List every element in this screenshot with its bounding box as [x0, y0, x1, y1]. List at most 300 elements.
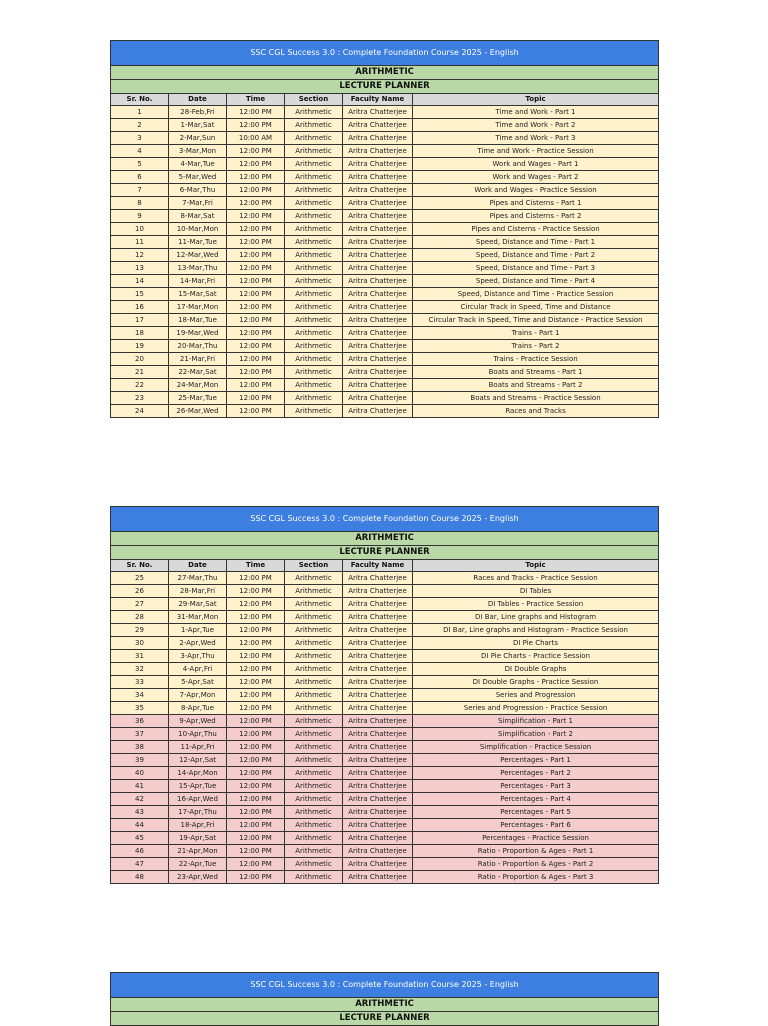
cell-section: Arithmetic — [285, 611, 343, 624]
table-row — [111, 106, 659, 119]
cell-date: 4-Apr,Fri — [169, 663, 227, 676]
cell-topic: Series and Progression — [413, 689, 659, 702]
cell-date: 5-Mar,Wed — [169, 171, 227, 184]
cell-sr-no: 39 — [111, 754, 169, 767]
column-header-date: Date — [169, 560, 227, 572]
cell-date: 25-Mar,Tue — [169, 392, 227, 405]
cell-time: 12:00 PM — [227, 106, 285, 119]
cell-time: 10:00 AM — [227, 132, 285, 145]
cell-section: Arithmetic — [285, 275, 343, 288]
cell-sr-no: 20 — [111, 353, 169, 366]
cell-sr-no: 35 — [111, 702, 169, 715]
cell-sr-no: 1 — [111, 106, 169, 119]
cell-time: 12:00 PM — [227, 702, 285, 715]
cell-topic: Trains - Part 1 — [413, 327, 659, 340]
table-row — [111, 728, 659, 741]
cell-time: 12:00 PM — [227, 288, 285, 301]
lecture-planner-table-1 — [110, 40, 658, 418]
cell-sr-no: 36 — [111, 715, 169, 728]
cell-date: 3-Mar,Mon — [169, 145, 227, 158]
cell-faculty-name: Aritra Chatterjee — [343, 572, 413, 585]
cell-time: 12:00 PM — [227, 819, 285, 832]
table-row — [111, 858, 659, 871]
cell-date: 18-Apr,Fri — [169, 819, 227, 832]
cell-time: 12:00 PM — [227, 197, 285, 210]
cell-topic: Boats and Streams - Part 2 — [413, 379, 659, 392]
cell-section: Arithmetic — [285, 106, 343, 119]
cell-topic: Work and Wages - Part 2 — [413, 171, 659, 184]
cell-date: 8-Apr,Tue — [169, 702, 227, 715]
cell-faculty-name: Aritra Chatterjee — [343, 353, 413, 366]
cell-section: Arithmetic — [285, 314, 343, 327]
cell-topic: Speed, Distance and Time - Part 3 — [413, 262, 659, 275]
table-row — [111, 832, 659, 845]
cell-time: 12:00 PM — [227, 689, 285, 702]
cell-section: Arithmetic — [285, 676, 343, 689]
cell-time: 12:00 PM — [227, 236, 285, 249]
cell-sr-no: 24 — [111, 405, 169, 418]
table-row — [111, 145, 659, 158]
cell-sr-no: 9 — [111, 210, 169, 223]
table-row — [111, 158, 659, 171]
cell-time: 12:00 PM — [227, 572, 285, 585]
table-row — [111, 689, 659, 702]
cell-topic: DI Tables - Practice Session — [413, 598, 659, 611]
planner-label: LECTURE PLANNER — [111, 1012, 659, 1026]
cell-topic: Ratio - Proportion & Ages - Part 3 — [413, 871, 659, 884]
cell-faculty-name: Aritra Chatterjee — [343, 236, 413, 249]
cell-topic: Percentages - Part 1 — [413, 754, 659, 767]
subject-heading: ARITHMETIC — [111, 532, 659, 546]
cell-section: Arithmetic — [285, 366, 343, 379]
cell-topic: Boats and Streams - Part 1 — [413, 366, 659, 379]
planner-rows — [111, 572, 659, 884]
table-row — [111, 780, 659, 793]
cell-date: 7-Mar,Fri — [169, 197, 227, 210]
table-row — [111, 637, 659, 650]
cell-time: 12:00 PM — [227, 249, 285, 262]
cell-topic: Time and Work - Part 1 — [413, 106, 659, 119]
cell-time: 12:00 PM — [227, 637, 285, 650]
cell-section: Arithmetic — [285, 624, 343, 637]
cell-date: 29-Mar,Sat — [169, 598, 227, 611]
cell-faculty-name: Aritra Chatterjee — [343, 405, 413, 418]
cell-sr-no: 46 — [111, 845, 169, 858]
cell-time: 12:00 PM — [227, 793, 285, 806]
cell-time: 12:00 PM — [227, 728, 285, 741]
table-row — [111, 572, 659, 585]
cell-faculty-name: Aritra Chatterjee — [343, 728, 413, 741]
table-row — [111, 210, 659, 223]
cell-date: 22-Apr,Tue — [169, 858, 227, 871]
cell-sr-no: 11 — [111, 236, 169, 249]
cell-topic: Simplification - Part 1 — [413, 715, 659, 728]
table-row — [111, 585, 659, 598]
cell-section: Arithmetic — [285, 171, 343, 184]
cell-time: 12:00 PM — [227, 366, 285, 379]
cell-faculty-name: Aritra Chatterjee — [343, 301, 413, 314]
table-row — [111, 379, 659, 392]
table-row — [111, 741, 659, 754]
cell-date: 12-Mar,Wed — [169, 249, 227, 262]
cell-time: 12:00 PM — [227, 301, 285, 314]
cell-section: Arithmetic — [285, 858, 343, 871]
cell-faculty-name: Aritra Chatterjee — [343, 275, 413, 288]
cell-date: 10-Apr,Thu — [169, 728, 227, 741]
cell-topic: Time and Work - Part 2 — [413, 119, 659, 132]
table-row — [111, 262, 659, 275]
table-row — [111, 184, 659, 197]
cell-topic: Ratio - Proportion & Ages - Part 1 — [413, 845, 659, 858]
cell-section: Arithmetic — [285, 832, 343, 845]
table-row — [111, 624, 659, 637]
cell-sr-no: 18 — [111, 327, 169, 340]
table-row — [111, 611, 659, 624]
cell-topic: DI Bar, Line graphs and Histogram — [413, 611, 659, 624]
cell-time: 12:00 PM — [227, 806, 285, 819]
cell-faculty-name: Aritra Chatterjee — [343, 780, 413, 793]
cell-sr-no: 44 — [111, 819, 169, 832]
cell-topic: Pipes and Cisterns - Part 2 — [413, 210, 659, 223]
cell-topic: Percentages - Part 5 — [413, 806, 659, 819]
cell-date: 3-Apr,Thu — [169, 650, 227, 663]
cell-section: Arithmetic — [285, 132, 343, 145]
cell-topic: DI Double Graphs — [413, 663, 659, 676]
cell-section: Arithmetic — [285, 741, 343, 754]
cell-faculty-name: Aritra Chatterjee — [343, 611, 413, 624]
column-header-time: Time — [227, 560, 285, 572]
cell-topic: Work and Wages - Practice Session — [413, 184, 659, 197]
cell-time: 12:00 PM — [227, 275, 285, 288]
cell-time: 12:00 PM — [227, 676, 285, 689]
cell-date: 7-Apr,Mon — [169, 689, 227, 702]
cell-sr-no: 38 — [111, 741, 169, 754]
cell-time: 12:00 PM — [227, 624, 285, 637]
cell-time: 12:00 PM — [227, 858, 285, 871]
cell-topic: Percentages - Part 6 — [413, 819, 659, 832]
cell-time: 12:00 PM — [227, 598, 285, 611]
cell-faculty-name: Aritra Chatterjee — [343, 145, 413, 158]
cell-date: 20-Mar,Thu — [169, 340, 227, 353]
cell-topic: Time and Work - Practice Session — [413, 145, 659, 158]
table-row — [111, 754, 659, 767]
cell-faculty-name: Aritra Chatterjee — [343, 650, 413, 663]
table-row — [111, 392, 659, 405]
cell-sr-no: 10 — [111, 223, 169, 236]
cell-faculty-name: Aritra Chatterjee — [343, 340, 413, 353]
table-row — [111, 197, 659, 210]
cell-faculty-name: Aritra Chatterjee — [343, 314, 413, 327]
cell-sr-no: 28 — [111, 611, 169, 624]
cell-topic: Percentages - Part 2 — [413, 767, 659, 780]
cell-faculty-name: Aritra Chatterjee — [343, 585, 413, 598]
cell-faculty-name: Aritra Chatterjee — [343, 327, 413, 340]
cell-time: 12:00 PM — [227, 871, 285, 884]
column-header-section: Section — [285, 94, 343, 106]
table-row — [111, 340, 659, 353]
cell-faculty-name: Aritra Chatterjee — [343, 663, 413, 676]
cell-date: 15-Apr,Tue — [169, 780, 227, 793]
cell-time: 12:00 PM — [227, 210, 285, 223]
cell-section: Arithmetic — [285, 119, 343, 132]
cell-date: 28-Feb,Fri — [169, 106, 227, 119]
table-row — [111, 806, 659, 819]
cell-topic: Time and Work - Part 3 — [413, 132, 659, 145]
cell-time: 12:00 PM — [227, 585, 285, 598]
cell-sr-no: 13 — [111, 262, 169, 275]
table-row — [111, 236, 659, 249]
course-title: SSC CGL Success 3.0 : Complete Foundation Course 2025 - English — [111, 41, 659, 66]
cell-section: Arithmetic — [285, 405, 343, 418]
subject-heading: ARITHMETIC — [111, 66, 659, 80]
cell-date: 17-Apr,Thu — [169, 806, 227, 819]
cell-sr-no: 31 — [111, 650, 169, 663]
cell-faculty-name: Aritra Chatterjee — [343, 288, 413, 301]
cell-faculty-name: Aritra Chatterjee — [343, 819, 413, 832]
table-row — [111, 366, 659, 379]
table-row — [111, 171, 659, 184]
cell-section: Arithmetic — [285, 158, 343, 171]
cell-topic: Circular Track in Speed, Time and Distance — [413, 301, 659, 314]
cell-section: Arithmetic — [285, 210, 343, 223]
cell-topic: DI Tables — [413, 585, 659, 598]
cell-sr-no: 21 — [111, 366, 169, 379]
column-header-date: Date — [169, 94, 227, 106]
planner-table — [110, 972, 659, 1026]
cell-sr-no: 42 — [111, 793, 169, 806]
cell-date: 31-Mar,Mon — [169, 611, 227, 624]
planner-table — [110, 40, 659, 418]
cell-time: 12:00 PM — [227, 650, 285, 663]
table-row — [111, 275, 659, 288]
cell-sr-no: 25 — [111, 572, 169, 585]
table-row — [111, 301, 659, 314]
cell-section: Arithmetic — [285, 728, 343, 741]
cell-sr-no: 16 — [111, 301, 169, 314]
cell-topic: Speed, Distance and Time - Part 1 — [413, 236, 659, 249]
cell-section: Arithmetic — [285, 715, 343, 728]
cell-date: 21-Mar,Fri — [169, 353, 227, 366]
cell-time: 12:00 PM — [227, 845, 285, 858]
table-row — [111, 702, 659, 715]
cell-section: Arithmetic — [285, 585, 343, 598]
cell-section: Arithmetic — [285, 767, 343, 780]
cell-time: 12:00 PM — [227, 353, 285, 366]
cell-faculty-name: Aritra Chatterjee — [343, 106, 413, 119]
cell-section: Arithmetic — [285, 379, 343, 392]
cell-date: 5-Apr,Sat — [169, 676, 227, 689]
cell-topic: Pipes and Cisterns - Part 1 — [413, 197, 659, 210]
lecture-planner-table-3 — [110, 972, 658, 1026]
cell-topic: Percentages - Part 3 — [413, 780, 659, 793]
table-row — [111, 650, 659, 663]
cell-topic: Trains - Practice Session — [413, 353, 659, 366]
cell-date: 10-Mar,Mon — [169, 223, 227, 236]
cell-faculty-name: Aritra Chatterjee — [343, 689, 413, 702]
cell-sr-no: 8 — [111, 197, 169, 210]
cell-time: 12:00 PM — [227, 379, 285, 392]
cell-date: 24-Mar,Mon — [169, 379, 227, 392]
cell-time: 12:00 PM — [227, 754, 285, 767]
cell-date: 2-Mar,Sun — [169, 132, 227, 145]
cell-date: 1-Mar,Sat — [169, 119, 227, 132]
cell-section: Arithmetic — [285, 598, 343, 611]
cell-section: Arithmetic — [285, 819, 343, 832]
cell-topic: DI Pie Charts — [413, 637, 659, 650]
cell-date: 11-Apr,Fri — [169, 741, 227, 754]
column-header-sr-no: Sr. No. — [111, 94, 169, 106]
table-row — [111, 871, 659, 884]
cell-time: 12:00 PM — [227, 340, 285, 353]
cell-date: 2-Apr,Wed — [169, 637, 227, 650]
cell-sr-no: 23 — [111, 392, 169, 405]
cell-date: 4-Mar,Tue — [169, 158, 227, 171]
cell-time: 12:00 PM — [227, 171, 285, 184]
cell-date: 19-Apr,Sat — [169, 832, 227, 845]
planner-label: LECTURE PLANNER — [111, 80, 659, 94]
cell-time: 12:00 PM — [227, 780, 285, 793]
cell-faculty-name: Aritra Chatterjee — [343, 624, 413, 637]
table-row — [111, 132, 659, 145]
table-row — [111, 314, 659, 327]
cell-topic: Boats and Streams - Practice Session — [413, 392, 659, 405]
cell-date: 21-Apr,Mon — [169, 845, 227, 858]
cell-faculty-name: Aritra Chatterjee — [343, 845, 413, 858]
cell-sr-no: 48 — [111, 871, 169, 884]
cell-sr-no: 19 — [111, 340, 169, 353]
cell-section: Arithmetic — [285, 249, 343, 262]
cell-topic: Races and Tracks - Practice Session — [413, 572, 659, 585]
cell-faculty-name: Aritra Chatterjee — [343, 249, 413, 262]
column-header-faculty-name: Faculty Name — [343, 560, 413, 572]
cell-date: 14-Mar,Fri — [169, 275, 227, 288]
cell-topic: Circular Track in Speed, Time and Distance - Practice Session — [413, 314, 659, 327]
planner-rows — [111, 106, 659, 418]
cell-topic: DI Bar, Line graphs and Histogram - Practice Session — [413, 624, 659, 637]
cell-sr-no: 5 — [111, 158, 169, 171]
cell-section: Arithmetic — [285, 197, 343, 210]
cell-topic: Work and Wages - Part 1 — [413, 158, 659, 171]
cell-faculty-name: Aritra Chatterjee — [343, 392, 413, 405]
cell-sr-no: 34 — [111, 689, 169, 702]
cell-section: Arithmetic — [285, 184, 343, 197]
table-row — [111, 819, 659, 832]
cell-section: Arithmetic — [285, 223, 343, 236]
cell-faculty-name: Aritra Chatterjee — [343, 754, 413, 767]
cell-time: 12:00 PM — [227, 832, 285, 845]
cell-faculty-name: Aritra Chatterjee — [343, 871, 413, 884]
cell-sr-no: 41 — [111, 780, 169, 793]
cell-date: 11-Mar,Tue — [169, 236, 227, 249]
cell-time: 12:00 PM — [227, 611, 285, 624]
table-row — [111, 676, 659, 689]
cell-section: Arithmetic — [285, 806, 343, 819]
cell-faculty-name: Aritra Chatterjee — [343, 366, 413, 379]
cell-topic: Percentages - Practice Session — [413, 832, 659, 845]
planner-table — [110, 506, 659, 884]
column-header-topic: Topic — [413, 560, 659, 572]
cell-sr-no: 32 — [111, 663, 169, 676]
planner-label: LECTURE PLANNER — [111, 546, 659, 560]
cell-section: Arithmetic — [285, 845, 343, 858]
cell-sr-no: 43 — [111, 806, 169, 819]
cell-faculty-name: Aritra Chatterjee — [343, 184, 413, 197]
cell-date: 17-Mar,Mon — [169, 301, 227, 314]
table-row — [111, 327, 659, 340]
cell-date: 9-Apr,Wed — [169, 715, 227, 728]
cell-time: 12:00 PM — [227, 158, 285, 171]
cell-faculty-name: Aritra Chatterjee — [343, 210, 413, 223]
cell-date: 1-Apr,Tue — [169, 624, 227, 637]
cell-time: 12:00 PM — [227, 184, 285, 197]
cell-topic: Speed, Distance and Time - Practice Session — [413, 288, 659, 301]
table-row — [111, 223, 659, 236]
cell-faculty-name: Aritra Chatterjee — [343, 158, 413, 171]
cell-sr-no: 27 — [111, 598, 169, 611]
cell-topic: Speed, Distance and Time - Part 4 — [413, 275, 659, 288]
cell-sr-no: 15 — [111, 288, 169, 301]
cell-time: 12:00 PM — [227, 327, 285, 340]
cell-date: 22-Mar,Sat — [169, 366, 227, 379]
cell-date: 6-Mar,Thu — [169, 184, 227, 197]
cell-faculty-name: Aritra Chatterjee — [343, 858, 413, 871]
cell-sr-no: 26 — [111, 585, 169, 598]
cell-section: Arithmetic — [285, 793, 343, 806]
cell-section: Arithmetic — [285, 262, 343, 275]
cell-topic: Trains - Part 2 — [413, 340, 659, 353]
table-row — [111, 715, 659, 728]
cell-date: 27-Mar,Thu — [169, 572, 227, 585]
cell-section: Arithmetic — [285, 236, 343, 249]
cell-time: 12:00 PM — [227, 715, 285, 728]
cell-sr-no: 47 — [111, 858, 169, 871]
cell-sr-no: 37 — [111, 728, 169, 741]
cell-faculty-name: Aritra Chatterjee — [343, 832, 413, 845]
cell-time: 12:00 PM — [227, 741, 285, 754]
cell-topic: Ratio - Proportion & Ages - Part 2 — [413, 858, 659, 871]
cell-section: Arithmetic — [285, 663, 343, 676]
cell-section: Arithmetic — [285, 871, 343, 884]
table-row — [111, 598, 659, 611]
table-row — [111, 793, 659, 806]
cell-topic: Pipes and Cisterns - Practice Session — [413, 223, 659, 236]
subject-heading: ARITHMETIC — [111, 998, 659, 1012]
cell-topic: Speed, Distance and Time - Part 2 — [413, 249, 659, 262]
cell-section: Arithmetic — [285, 780, 343, 793]
cell-time: 12:00 PM — [227, 767, 285, 780]
cell-section: Arithmetic — [285, 327, 343, 340]
cell-date: 15-Mar,Sat — [169, 288, 227, 301]
course-title: SSC CGL Success 3.0 : Complete Foundation Course 2025 - English — [111, 507, 659, 532]
column-header-faculty-name: Faculty Name — [343, 94, 413, 106]
cell-date: 23-Apr,Wed — [169, 871, 227, 884]
cell-section: Arithmetic — [285, 301, 343, 314]
cell-date: 18-Mar,Tue — [169, 314, 227, 327]
cell-sr-no: 7 — [111, 184, 169, 197]
lecture-planner-table-2 — [110, 506, 658, 884]
cell-sr-no: 33 — [111, 676, 169, 689]
cell-sr-no: 45 — [111, 832, 169, 845]
cell-sr-no: 40 — [111, 767, 169, 780]
cell-sr-no: 3 — [111, 132, 169, 145]
cell-topic: DI Double Graphs - Practice Session — [413, 676, 659, 689]
cell-section: Arithmetic — [285, 288, 343, 301]
cell-time: 12:00 PM — [227, 119, 285, 132]
cell-date: 26-Mar,Wed — [169, 405, 227, 418]
cell-faculty-name: Aritra Chatterjee — [343, 741, 413, 754]
cell-time: 12:00 PM — [227, 223, 285, 236]
cell-sr-no: 2 — [111, 119, 169, 132]
